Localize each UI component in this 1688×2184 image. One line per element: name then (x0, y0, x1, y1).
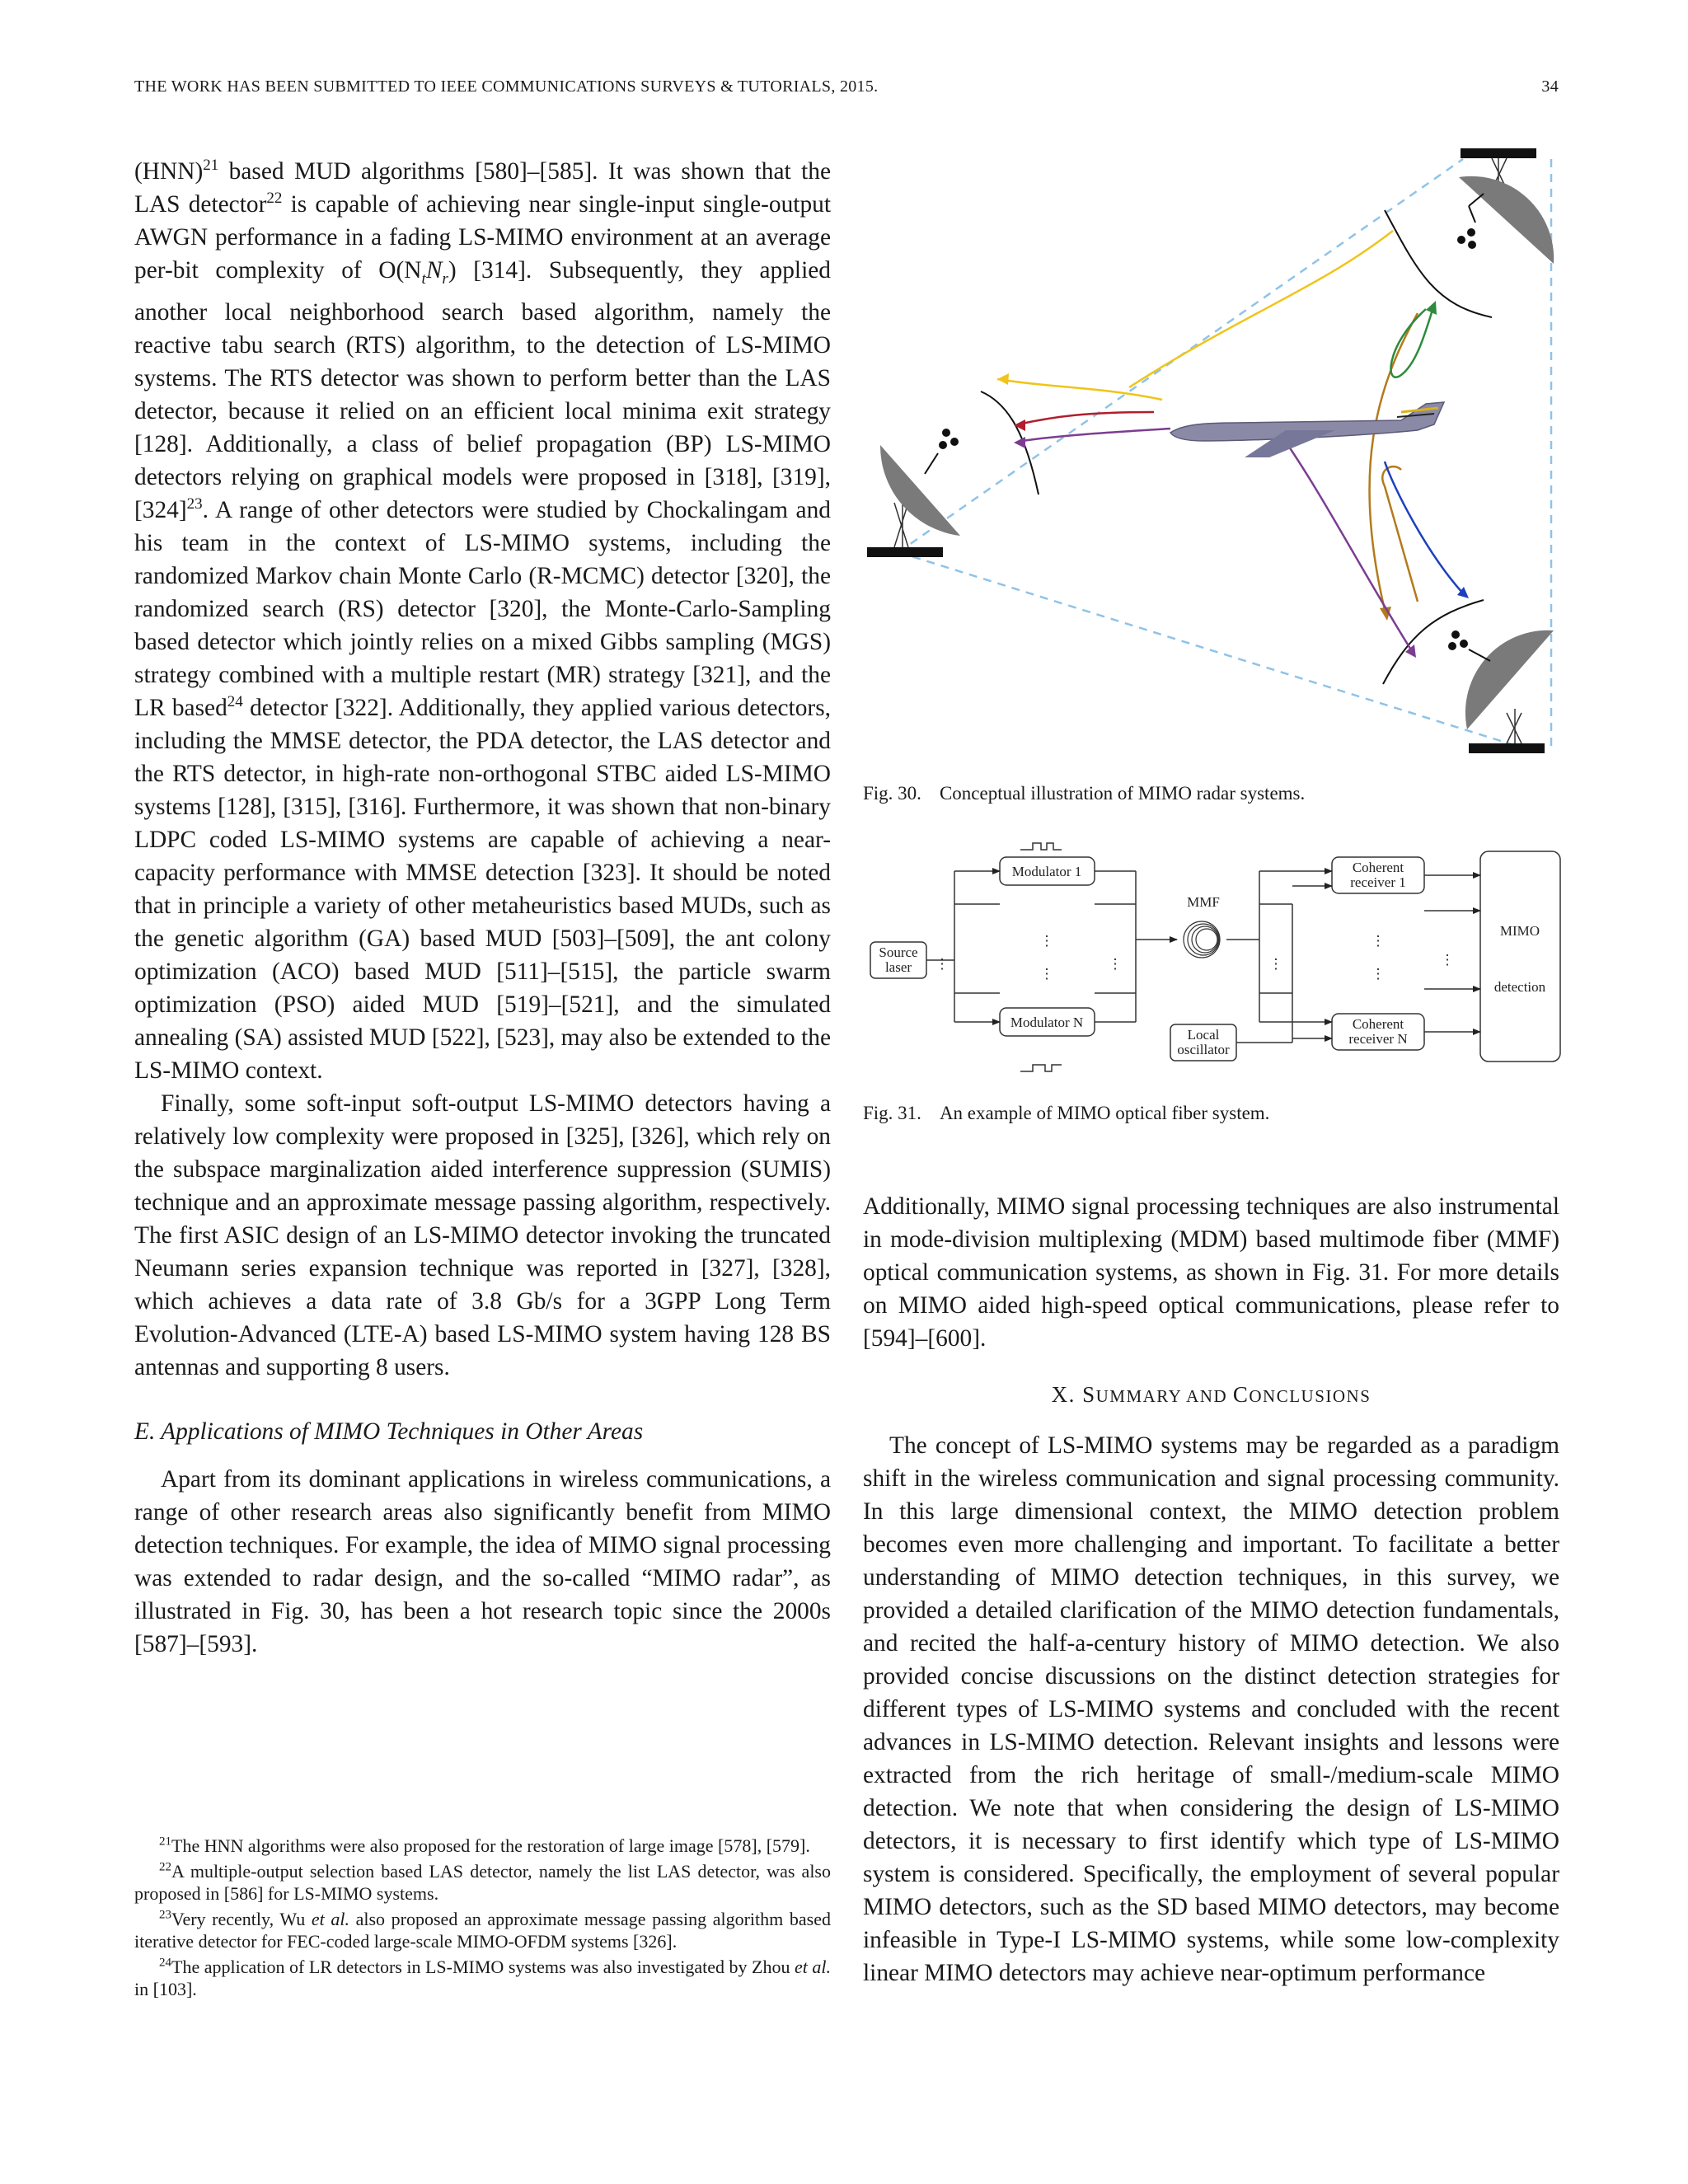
beam-line (898, 552, 1517, 746)
modulator-n-label: Modulator N (1010, 1015, 1084, 1030)
footnote-text: et al. (311, 1909, 349, 1929)
footnote-text: in [103]. (134, 1979, 197, 1999)
running-title: THE WORK HAS BEEN SUBMITTED TO IEEE COMMUNICATIONS SURVEYS & TUTORIALS, 2015. (134, 77, 879, 96)
coherent-receiver-1-label: receiver 1 (1350, 874, 1406, 890)
left-paragraph-1 (134, 155, 831, 1087)
footnote-21 (134, 1835, 831, 1857)
footnote-number: 23 (159, 1908, 171, 1922)
station-base (1469, 743, 1545, 753)
footnotes (134, 1835, 831, 2004)
mimo-detection-block (1480, 851, 1560, 1062)
dish-icon (880, 445, 960, 536)
footnote-text: Very recently, Wu (171, 1909, 312, 1929)
radar-station-left (867, 391, 1039, 557)
footnote-text: et al. (794, 1957, 831, 1977)
signal-path-orange (1382, 466, 1418, 602)
left-paragraph-3: Apart from its dominant applications in wireless communications, a range of other research areas also significantly benefit from MIMO detection techniques. For example, the idea of MIMO signal processing was extended to radar design, and the so-called “MIMO radar”, as illustrated in Fig. 30, has been a hot research topic since the 2000s [587]–[593]. (134, 1465, 831, 1657)
footnote-ref-24[interactable]: 24 (227, 693, 243, 711)
fig31-optical-fiber-diagram (864, 837, 1564, 1080)
fig31-caption-text: An example of MIMO optical fiber system. (939, 1103, 1270, 1123)
coherent-receiver-n-label: Coherent (1352, 1016, 1404, 1032)
text: . A range of other detectors were studied by Chockalingam and his team in the context of LS-MIMO systems, including the randomized Markov chain Monte Carlo (R-MCMC) detector [320], the randomized search (RS) detector [320], the Monte-Carlo-Sampling based detector which jointly relies on a mixed Gibbs sampling (MGS) strategy combined with a multiple restart (MR) strategy [321], and the LR based (134, 496, 831, 721)
fig31-label: Fig. 31. (863, 1103, 921, 1123)
heading-part: ONCLUSIONS (1249, 1386, 1372, 1406)
vdots: ⋮ (1371, 966, 1386, 982)
feed-dot (1457, 236, 1465, 244)
footnote-text: A multiple-output selection based LAS detector, namely the list LAS detector, was also proposed in [586] for LS-MIMO systems. (134, 1861, 831, 1904)
vdots: ⋮ (1039, 966, 1054, 982)
footnote-24 (134, 1956, 831, 2000)
footnote-23 (134, 1908, 831, 1952)
dish-icon (1465, 630, 1554, 729)
footnote-ref-22[interactable]: 22 (266, 190, 283, 208)
detection-label: detection (1493, 979, 1546, 995)
feed-dot (1448, 642, 1456, 650)
right-paragraph-2: The concept of LS-MIMO systems may be regarded as a paradigm shift in the wireless communication and signal processing community. In this large dimensional context, the MIMO detection problem becomes even more challenging and important. To facilitate a better understanding of MIMO detection techniques, in this survey, we provided a detailed clarification of the MIMO detection fundamentals, and recited the half-a-century history of MIMO detection. We also provided concise discussions on the distinct detection strategies for different types of LS-MIMO systems and concluded with the recent advances in LS-MIMO detection. Relevant insights and lessons were extracted from the rich heritage of small-/medium-scale MIMO detection. We note that when considering the design of LS-MIMO detectors, it is necessary to first identify which type of LS-MIMO system is considered. Specifically, the employment of several popular MIMO detectors, such as the SD based MIMO detectors, may become infeasible in Type-I LS-MIMO systems, while some low-complexity linear MIMO detectors may achieve near-optimum performance (863, 1432, 1559, 1986)
footnote-ref-21[interactable]: 21 (203, 157, 219, 175)
arrowhead-icon (1014, 419, 1025, 431)
fig30-radar-illustration (857, 140, 1566, 758)
source-laser-label: laser (884, 959, 912, 975)
dish-icon (1459, 176, 1554, 264)
local-oscillator-label: oscillator (1177, 1042, 1230, 1057)
feed-dot (950, 438, 959, 446)
footnote-number: 24 (159, 1956, 171, 1970)
text: N (425, 257, 443, 284)
footnote-22 (134, 1860, 831, 1905)
fig30-caption-text: Conceptual illustration of MIMO radar systems. (939, 783, 1306, 804)
mimo-label: MIMO (1499, 923, 1540, 939)
section-heading-e: E. Applications of MIMO Techniques in Other Areas (134, 1418, 644, 1445)
subscript: r (442, 269, 448, 288)
left-column (134, 155, 831, 1661)
feed-dot (939, 441, 947, 449)
footnote-number: 21 (159, 1835, 171, 1849)
antenna-arc (981, 391, 1039, 494)
local-oscillator-label: Local (1187, 1027, 1220, 1043)
radar-station-top-right (1385, 148, 1554, 317)
vdots: ⋮ (1039, 933, 1054, 949)
fig30-label: Fig. 30. (863, 783, 921, 804)
right-paragraph-1: Additionally, MIMO signal processing techniques are also instrumental in mode-division multiplexing (MDM) based multimode fiber (MMF) optical communication systems, as shown in Fig. 31. For more details on MIMO aided high-speed optical communications, please refer to [594]–[600]. (863, 1193, 1559, 1352)
fig31-caption (863, 1103, 1269, 1124)
feed-dot (1467, 228, 1475, 237)
feed-dot (1468, 241, 1476, 249)
signal-paths (997, 231, 1469, 658)
antenna-arc (1385, 210, 1492, 317)
vdots: ⋮ (1371, 933, 1386, 949)
signal-path-yellow (1129, 231, 1393, 387)
signal-path-green (1391, 305, 1434, 377)
left-paragraph-2: Finally, some soft-input soft-output LS-MIMO detectors having a relatively low complexity were proposed in [325], [326], which rely on the subspace marginalization aided interference suppression (SUMIS) technique and an approximate message passing algorithm, respectively. The first ASIC design of an LS-MIMO detector invoking the truncated Neumann series expansion technique was reported in [327], [328], which achieves a data rate of 3.8 Gb/s for a 3GPP Long Term Evolution-Advanced (LTE-A) based LS-MIMO system having 128 BS antennas and supporting 8 users. (134, 1090, 831, 1380)
footnote-text: also proposed an approximate message passing algorithm based iterative detector for FEC-coded large-scale MIMO-OFDM systems [326]. (134, 1909, 831, 1952)
feed-arm (925, 453, 938, 474)
vdots: ⋮ (1440, 952, 1455, 968)
footnote-number: 22 (159, 1860, 171, 1874)
diagram-labels (879, 860, 1545, 1057)
heading-part: X. (1051, 1382, 1083, 1407)
fiber-coil-icon (1184, 921, 1220, 958)
feed-dot (942, 429, 950, 437)
vdots: ⋮ (1268, 956, 1283, 972)
signal-path-purple (1273, 424, 1412, 651)
footnote-text: The HNN algorithms were also proposed for the restoration of large image [578], [579]. (171, 1835, 810, 1856)
airplane-icon (1170, 402, 1444, 457)
source-laser-label: Source (879, 944, 918, 960)
feed-dot (1460, 640, 1468, 648)
heading-part: UMMARY AND (1095, 1386, 1233, 1406)
footnote-ref-23[interactable]: 23 (186, 495, 203, 513)
coherent-receiver-1-label: Coherent (1352, 860, 1404, 875)
modulator-1-label: Modulator 1 (1011, 864, 1082, 879)
signal-path-purple (1022, 429, 1170, 441)
fig30-caption (863, 783, 1305, 804)
vdots: ⋮ (1108, 956, 1123, 972)
section-heading-x (863, 1378, 1559, 1413)
heading-part: S (1082, 1382, 1096, 1407)
station-base (1461, 148, 1536, 158)
radar-beams (898, 159, 1551, 746)
subscript: t (421, 269, 426, 288)
pulse-icon (1020, 1065, 1062, 1071)
station-mast (1507, 709, 1522, 743)
pulse-icon (1020, 843, 1062, 850)
text: detector [322]. Additionally, they applied various detectors, including the MMSE detector, the PDA detector, the LAS detector and the RTS detector, in high-rate non-orthogonal STBC aided LS-MIMO systems [128], [315], [316]. Furthermore, it was shown that non-binary LDPC coded LS-MIMO systems are capable of achieving a near-capacity performance with MMSE detection [323]. It should be noted that in principle a variety of other metaheuristics based MUDs, such as the genetic algorithm (GA) based MUD [503]–[509], the ant colony optimization (ACO) based MUD [511]–[515], the particle swarm optimization (PSO) aided MUD [519]–[521], and the simulated annealing (SA) assisted MUD [522], [523], may also be extended to the LS-MIMO context. (134, 694, 831, 1084)
running-header (134, 77, 1559, 96)
arrowhead-icon (1014, 437, 1025, 448)
heading-part: C (1232, 1382, 1250, 1407)
text: (HNN) (134, 158, 204, 185)
text: based MUD algorithms [580]–[585]. It was shown that the LAS detector (134, 158, 831, 218)
footnote-text: The application of LR detectors in LS-MIMO systems was also investigated by Zhou (171, 1957, 795, 1977)
text: ) [314]. Subsequently, they applied another local neighborhood search based algorithm, namely the reactive tabu search (RTS) algorithm, to the detection of LS-MIMO systems. The RTS detector was shown to perform better than the LAS detector, because it relied on an efficient local minima exit strategy [128]. Additionally, a class of belief propagation (BP) LS-MIMO detectors relying on graphical models were proposed in [318], [319], [324] (134, 257, 831, 523)
feed-dot (1451, 630, 1460, 639)
page-number: 34 (1541, 77, 1559, 96)
right-column (863, 1190, 1559, 1990)
feed-arm (1469, 649, 1490, 661)
arrowhead-icon (997, 373, 1009, 385)
text: is capable of achieving near single-input single-output AWGN performance in a fading LS-MIMO environment at an average per-bit complexity of O(N (134, 191, 832, 284)
feed-arm (1469, 194, 1484, 223)
vdots: ⋮ (935, 956, 950, 972)
mmf-label: MMF (1187, 894, 1220, 910)
antenna-arc (1383, 600, 1484, 684)
station-base (867, 547, 943, 557)
coherent-receiver-n-label: receiver N (1348, 1031, 1408, 1047)
